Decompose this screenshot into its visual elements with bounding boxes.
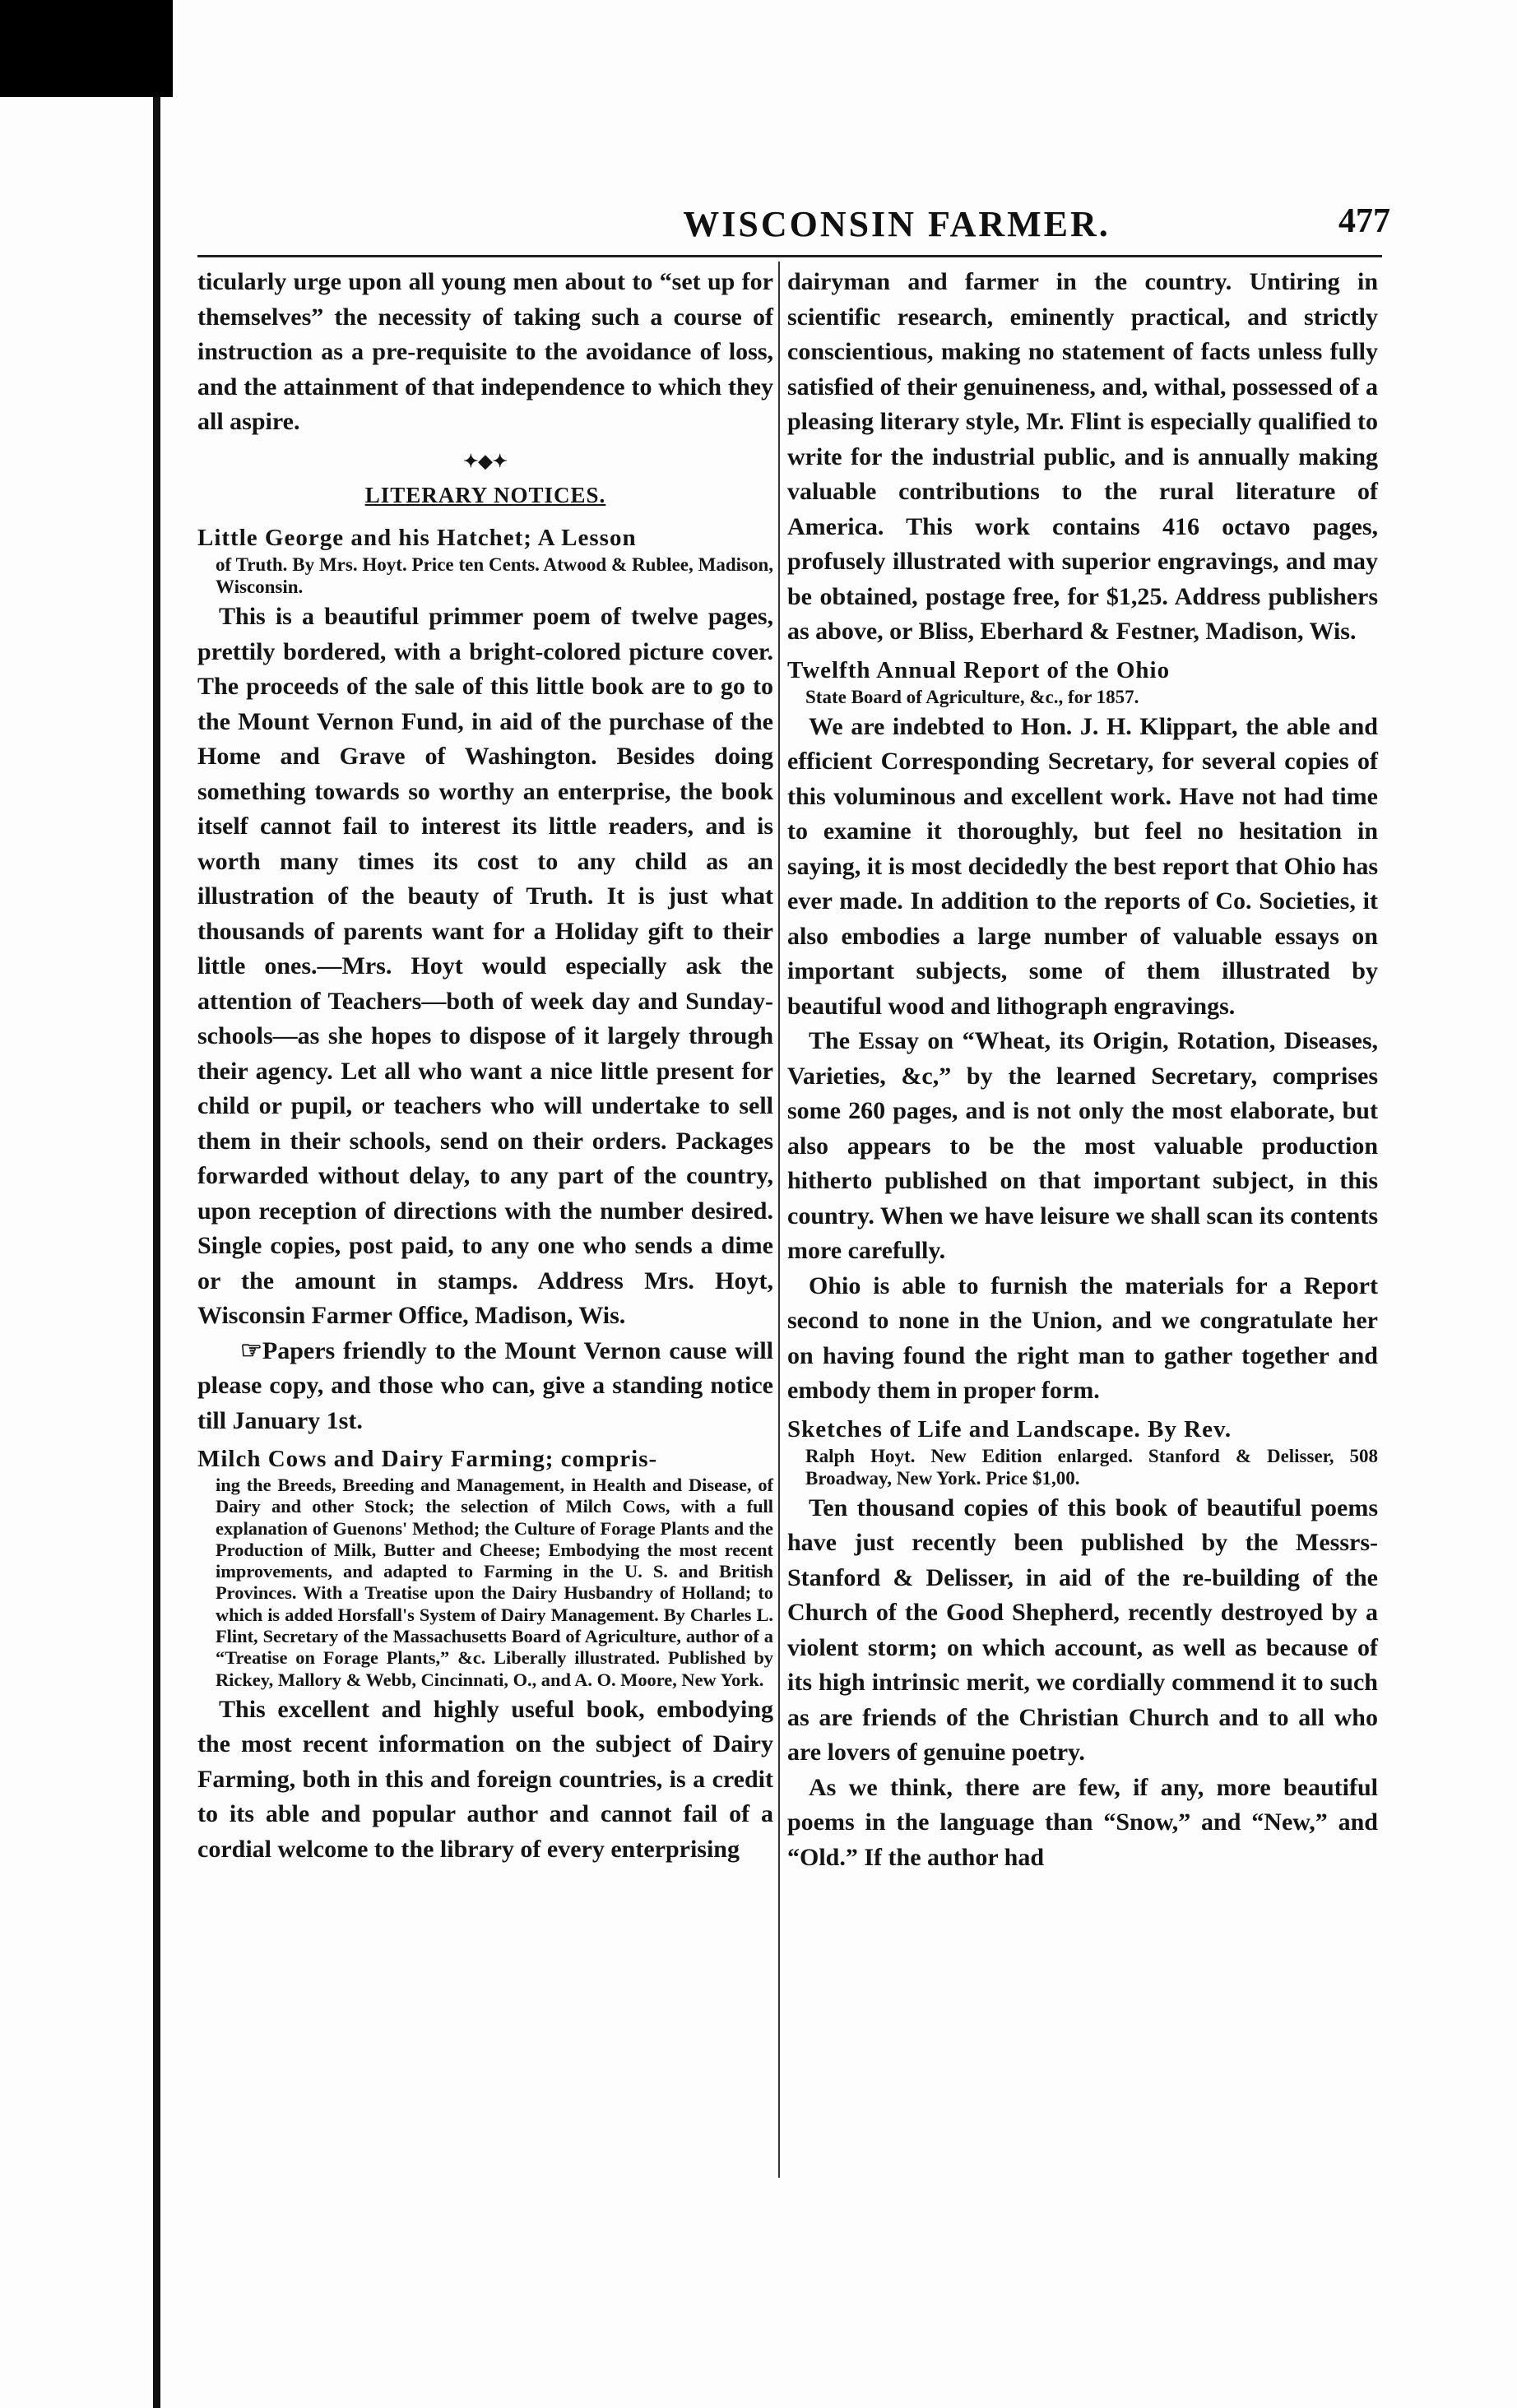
notice-body: We are indebted to Hon. J. H. Klippart, the able and efficient Corresponding Secretary, for several copies of this voluminous and excellent work. Have not had time to examine it thoroughly, but feel no hesitation in saying, it is most decidedly the best report that Ohio has ever made. In addition to the reports of Co. Societies, it also embodies a large number of valuable essays on important subjects, some of them illustrated by beautiful wood and lithograph engravings.: [787, 712, 1378, 1020]
right-column: [787, 265, 1378, 1875]
notice-body: This excellent and highly useful book, embodying the most recent information on the subject of Dairy Farming, both in this and foreign countries, is a credit to its able and popular author and cannot fail of a cordial welcome to the library of every enterprising: [197, 1695, 773, 1863]
continued-paragraph: ticularly urge upon all young men about to “set up for themselves” the necessity of taking such a course of instruction as a pre-requisite to the avoidance of loss, and the attainment of that independence to which they all aspire.: [197, 268, 773, 435]
continued-paragraph: dairyman and farmer in the country. Untiring in scientific research, eminently practical, and strictly conscientious, making no statement of facts unless fully satisfied of their genuineness, and, withal, possessed of a pleasing literary style, Mr. Flint is especially qualified to write for the industrial public, and is annually making valuable contributions to the rural literature of America. This work contains 416 octavo pages, profusely illustrated with superior engravings, and may be obtained, postage free, for $1,25. Address publishers as above, or Bliss, Eberhard & Festner, Madison, Wis.: [787, 268, 1378, 645]
notice-title: Twelfth Annual Report of the Ohio: [787, 656, 1171, 683]
notice-heading: [197, 522, 773, 598]
page-number: 477: [1338, 202, 1390, 240]
notice-subtitle: ing the Breeds, Breeding and Management, in Health and Disease, of Dairy and other Stock; the selection of Milch Cows, with a full explanation of Guenons' Method; the Culture of Forage Plants and the Production of Milk, Butter and Cheese; Embodying the most recent improvements, and adapted to Farming in the U. S. and British Provinces. With a Treatise upon the Dairy Husbandry of Holland; to which is added Horsfall's System of Dairy Management. By Charles L. Flint, Secretary of the Massachusetts Board of Agriculture, author of a “Treatise on Forage Plants,” &c. Liberally illustrated. Published by Rickey, Mallory & Webb, Cincinnati, O., and A. O. Moore, New York.: [216, 1475, 773, 1690]
notice-footnote-text: Papers friendly to the Mount Vernon cause will please copy, and those who can, give a standing notice till January 1st.: [197, 1336, 773, 1434]
notice-heading: [787, 655, 1378, 708]
binding-shadow: [153, 97, 160, 2408]
notice-subtitle: Ralph Hoyt. New Edition enlarged. Stanford & Delisser, 508 Broadway, New York. Price $1,00.: [805, 1445, 1378, 1489]
notice-title: Little George and his Hatchet; A Lesson: [197, 525, 637, 551]
scan-border-corner: [0, 0, 173, 97]
left-column: [197, 265, 773, 1867]
notice-subtitle: State Board of Agriculture, &c., for 1857.: [805, 686, 1139, 707]
running-header: [197, 201, 1390, 251]
notice-title: Milch Cows and Dairy Farming; compris-: [197, 1446, 658, 1472]
column-rule: [778, 262, 780, 2178]
notice-body: Ten thousand copies of this book of beautiful poems have just recently been published by the Messrs- Stanford & Delisser, in aid of the re-building of the Church of the Good Shepherd, recently destroyed by a violent storm; on which account, as well as because of its high intrinsic merit, we cordially commend it to such as are friends of the Christian Church and to all who are lovers of genuine poetry.: [787, 1493, 1378, 1766]
pointing-hand-icon: ☞: [240, 1336, 262, 1364]
notice-subtitle: of Truth. By Mrs. Hoyt. Price ten Cents. Atwood & Rublee, Madison, Wisconsin.: [216, 554, 773, 597]
ornament-divider: ✦◆✦: [463, 450, 508, 471]
header-rule: [197, 255, 1382, 257]
notice-title: Sketches of Life and Landscape. By Rev.: [787, 1415, 1232, 1442]
notice-body: The Essay on “Wheat, its Origin, Rotation, Diseases, Varieties, &c,” by the learned Secretary, comprises some 260 pages, and is not only the most elaborate, but also appears to be the most valuable production hitherto published on that important subject, in this country. When we have leisure we shall scan its contents more carefully.: [787, 1027, 1378, 1264]
notice-footnote: [197, 1334, 773, 1439]
notice-body: Ohio is able to furnish the materials for a Report second to none in the Union, and we congratulate her on having found the right man to gather together and embody them in proper form.: [787, 1271, 1378, 1404]
notice-body: As we think, there are few, if any, more beautiful poems in the language than “Snow,” and “New,” and “Old.” If the author had: [787, 1773, 1378, 1871]
notice-heading: [197, 1443, 773, 1691]
notice-body: This is a beautiful primmer poem of twelve pages, prettily bordered, with a bright-colored picture cover. The proceeds of the sale of this little book are to go to the Mount Vernon Fund, in aid of the purchase of the Home and Grave of Washington. Besides doing something towards so worthy an enterprise, the book itself cannot fail to interest its little readers, and is worth many times its cost to any child as an illustration of the beauty of Truth. It is just what thousands of parents want for a Holiday gift to their little ones.—Mrs. Hoyt would especially ask the attention of Teachers—both of week day and Sunday-schools—as she hopes to dispose of it largely through their agency. Let all who want a nice little present for child or pupil, or teachers who will undertake to sell them in their schools, send on their orders. Packages forwarded without delay, to any part of the country, upon reception of directions with the number desired. Single copies, post paid, to any one who sends a dime or the amount in stamps. Address Mrs. Hoyt, Wisconsin Farmer Office, Madison, Wis.: [197, 603, 773, 1329]
journal-title: WISCONSIN FARMER.: [683, 204, 1111, 244]
notice-heading: [787, 1414, 1378, 1489]
section-title: LITERARY NOTICES.: [364, 482, 606, 507]
